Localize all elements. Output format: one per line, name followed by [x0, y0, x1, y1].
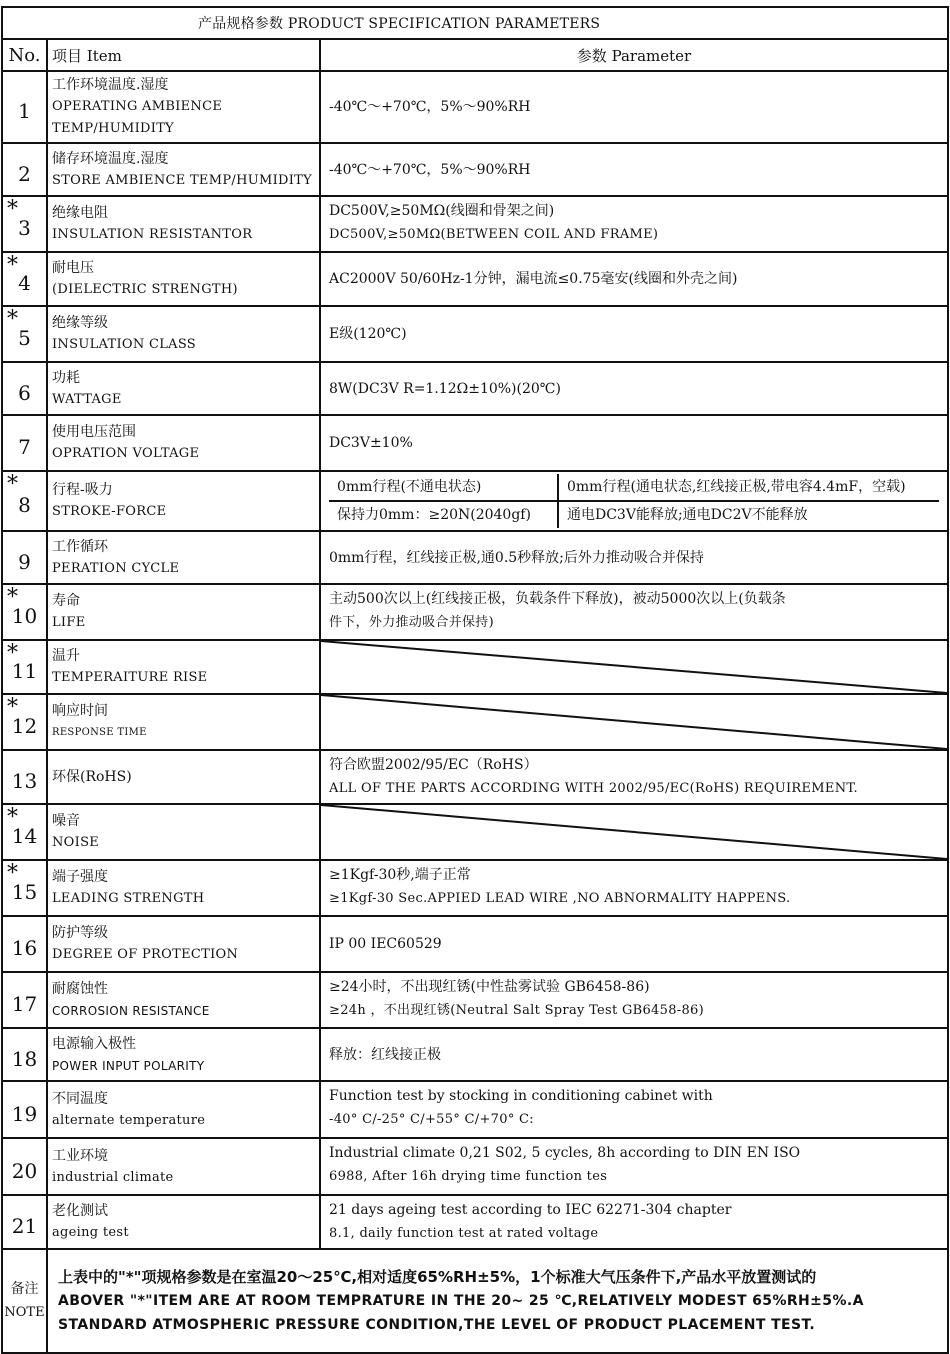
row-number [2, 1081, 47, 1138]
slash-line [321, 641, 947, 693]
item-cn: 电源输入极性 [52, 1035, 136, 1052]
row-number [2, 531, 47, 584]
row-item [47, 531, 320, 584]
note-label [2, 1249, 47, 1353]
row-parameter [320, 471, 948, 531]
param-line-1: IP 00 IEC60529 [329, 936, 442, 952]
row-parameter [320, 860, 948, 916]
slash-line [321, 805, 947, 859]
header-param: 参数 Parameter [320, 39, 948, 71]
row-item [47, 1195, 320, 1249]
row-item [47, 804, 320, 860]
param-line-2: ≥1Kgf-30 Sec.APPIED LEAD WIRE ,NO ABNORMALITY HAPPENS. [329, 891, 791, 906]
split-col-right [559, 474, 939, 528]
row-number-text: 5 [18, 326, 31, 350]
row-number-text: 16 [11, 936, 38, 960]
param-line-1: -40℃～+70℃，5%～90%RH [329, 99, 531, 115]
item-cn: 工作环境温度.湿度 [52, 77, 169, 93]
item-cn: 环保(RoHS) [52, 769, 132, 785]
row-number-text: 7 [18, 435, 31, 459]
stroke-force-split [329, 474, 939, 528]
row-number-text: 2 [18, 161, 31, 186]
table-row [2, 1081, 948, 1138]
param-line-1: DC500V,≥50MΩ(线圈和骨架之间) [329, 203, 555, 219]
row-number [2, 972, 47, 1028]
row-number [2, 471, 47, 531]
row-item [47, 972, 320, 1028]
row-number-text: 13 [11, 769, 38, 793]
row-number [2, 71, 47, 143]
row-parameter [320, 694, 948, 750]
row-star: * [7, 197, 18, 222]
row-number-text: 20 [11, 1158, 38, 1183]
split-cell-a2: 保持力0mm：≥20N(2040gf) [337, 507, 531, 523]
row-number-text: 9 [18, 549, 31, 574]
row-star: * [7, 585, 18, 610]
header-no: No. [2, 39, 47, 71]
note-label-en: NOTE [4, 1305, 45, 1320]
row-parameter [320, 584, 948, 640]
param-line-1: 8W(DC3V R=1.12Ω±10%)(20℃) [329, 380, 561, 397]
note-label-cn: 备注 [10, 1281, 39, 1297]
table-row [2, 1195, 948, 1249]
row-number-text: 6 [18, 380, 31, 405]
row-parameter [320, 972, 948, 1028]
item-cn: 老化测试 [52, 1203, 108, 1219]
row-item [47, 916, 320, 972]
item-en: ageing test [52, 1225, 129, 1240]
table-row [2, 196, 948, 252]
row-item [47, 196, 320, 252]
param-line-2: ≥24h ，不出现红锈(Neutral Salt Spray Test GB6458-86) [329, 1003, 704, 1018]
row-item [47, 694, 320, 750]
item-cn: 行程-吸力 [52, 482, 113, 498]
item-en: OPERATING AMBIENCE TEMP/HUMIDITY [52, 99, 223, 136]
item-cn: 绝缘电阻 [52, 205, 108, 221]
table-row [2, 750, 948, 804]
row-star: * [7, 695, 18, 720]
item-cn: 响应时间 [52, 703, 108, 719]
row-number-text: 10 [11, 604, 38, 628]
row-number [2, 362, 47, 415]
row-parameter [320, 531, 948, 584]
row-parameter [320, 143, 948, 196]
param-line-2: 件下，外力推动吸合并保持) [329, 615, 494, 630]
empty-cell-slash [321, 805, 947, 859]
table-row [2, 860, 948, 916]
item-en: OPRATION VOLTAGE [52, 446, 200, 461]
param-line-1: ≥24小时，不出现红锈(中性盐雾试验 GB6458-86) [329, 979, 650, 995]
row-number-text: 4 [18, 271, 31, 295]
row-star: * [7, 253, 18, 278]
item-cn: 寿命 [52, 593, 80, 609]
row-number-text: 21 [11, 1214, 38, 1238]
table-row [2, 694, 948, 750]
split-col-left [329, 474, 559, 528]
item-en: WATTAGE [52, 391, 122, 407]
row-number-text: 14 [11, 824, 38, 848]
item-cn: 储存环境温度.湿度 [52, 150, 169, 167]
item-cn: 耐电压 [52, 260, 94, 276]
row-item [47, 750, 320, 804]
param-line-1: DC3V±10% [329, 435, 413, 451]
row-parameter [320, 306, 948, 362]
split-cell-a1: 0mm行程(不通电状态) [329, 474, 557, 502]
item-cn: 绝缘等级 [52, 315, 108, 331]
table-row [2, 916, 948, 972]
row-number [2, 1195, 47, 1249]
row-item [47, 306, 320, 362]
row-item [47, 71, 320, 143]
item-cn: 不同温度 [52, 1090, 108, 1107]
table-body [2, 71, 948, 1249]
item-cn: 功耗 [52, 369, 80, 386]
row-item [47, 252, 320, 306]
row-parameter [320, 804, 948, 860]
table-title: 产品规格参数 PRODUCT SPECIFICATION PARAMETERS [2, 7, 948, 39]
row-number [2, 860, 47, 916]
row-item [47, 143, 320, 196]
table-row [2, 804, 948, 860]
row-parameter [320, 916, 948, 972]
row-item [47, 584, 320, 640]
row-number [2, 804, 47, 860]
row-number [2, 694, 47, 750]
table-row [2, 584, 948, 640]
param-line-2: 6988, After 16h drying time function tes [329, 1169, 608, 1184]
row-number [2, 196, 47, 252]
item-cn: 使用电压范围 [52, 424, 136, 440]
slash-line [321, 695, 947, 749]
header-row [2, 39, 948, 71]
table-row [2, 362, 948, 415]
item-cn: 端子强度 [52, 869, 108, 885]
row-star: * [7, 641, 18, 666]
item-en: POWER INPUT POLARITY [52, 1058, 205, 1073]
row-parameter [320, 640, 948, 694]
table-row [2, 1028, 948, 1081]
param-line-1: E级(120℃) [329, 326, 407, 342]
row-number-text: 3 [18, 216, 31, 240]
table-row [2, 415, 948, 471]
note-text [47, 1249, 948, 1353]
item-en: industrial climate [52, 1169, 174, 1185]
item-en: INSULATION CLASS [52, 337, 197, 352]
row-item [47, 1081, 320, 1138]
row-number [2, 1028, 47, 1081]
param-line-1: 释放：红线接正极 [329, 1046, 441, 1063]
table-row [2, 71, 948, 143]
table-row [2, 306, 948, 362]
row-star: * [7, 307, 18, 332]
row-number-text: 1 [18, 99, 31, 123]
note-row [2, 1249, 948, 1353]
row-parameter [320, 362, 948, 415]
row-number [2, 1138, 47, 1195]
param-line-2: ALL OF THE PARTS ACCORDING WITH 2002/95/EC(RoHS) REQUIREMENT. [329, 781, 858, 796]
row-number-text: 12 [11, 714, 38, 738]
row-number [2, 916, 47, 972]
param-line-1: 符合欧盟2002/95/EC（RoHS） [329, 757, 538, 773]
row-parameter [320, 1028, 948, 1081]
item-en: PERATION CYCLE [52, 560, 180, 576]
param-line-2: 8.1, daily function test at rated voltage [329, 1226, 599, 1241]
item-en: STORE AMBIENCE TEMP/HUMIDITY [52, 172, 313, 188]
row-parameter [320, 71, 948, 143]
table-row [2, 531, 948, 584]
row-parameter [320, 252, 948, 306]
row-number-text: 18 [11, 1046, 38, 1071]
param-line-2: -40° C/-25° C/+55° C/+70° C: [329, 1112, 534, 1127]
table-row [2, 471, 948, 531]
row-number [2, 143, 47, 196]
row-number [2, 306, 47, 362]
row-item [47, 1138, 320, 1195]
split-cell-b1: 0mm行程(通电状态,红线接正极,带电容4.4mF，空载) [559, 474, 939, 502]
item-en: RESPONSE TIME [52, 727, 147, 738]
item-cn: 温升 [52, 648, 80, 664]
row-parameter [320, 1195, 948, 1249]
table-row [2, 1138, 948, 1195]
row-item [47, 471, 320, 531]
item-en: LEADING STRENGTH [52, 891, 205, 906]
table-row [2, 640, 948, 694]
note-cn: 上表中的"*"项规格参数是在室温20～25℃,相对适度65%RH±5%，1个标准大气压条件下,产品水平放置测试的 [58, 1268, 817, 1286]
row-star: * [7, 472, 18, 497]
row-parameter [320, 1138, 948, 1195]
param-line-1: -40℃～+70℃，5%～90%RH [329, 161, 531, 178]
row-number-text: 8 [18, 493, 31, 517]
row-item [47, 415, 320, 471]
row-number-text: 17 [11, 992, 38, 1016]
item-en: CORROSION RESISTANCE [52, 1004, 210, 1018]
item-cn: 工业环境 [52, 1147, 108, 1164]
split-cell-b2: 通电DC3V能释放;通电DC2V不能释放 [567, 507, 808, 523]
item-cn: 防护等级 [52, 925, 108, 941]
row-item [47, 860, 320, 916]
item-en: LIFE [52, 615, 86, 630]
row-item [47, 640, 320, 694]
row-number-text: 11 [11, 659, 38, 683]
item-en: INSULATION RESISTANTOR [52, 227, 253, 242]
item-cn: 工作循环 [52, 538, 108, 555]
item-en: alternate temperature [52, 1112, 206, 1128]
row-number [2, 750, 47, 804]
note-en: ABOVER "*"ITEM ARE AT ROOM TEMPRATURE IN THE 20~ 25 ℃,RELATIVELY MODEST 65%RH±5%.A STANDARD ATMOSPHERIC PRESSURE CONDITION,THE LEVEL OF PRODUCT PLACEMENT TEST. [58, 1293, 864, 1333]
row-number-text: 15 [11, 880, 38, 904]
param-line-1: 0mm行程，红线接正极,通0.5秒释放;后外力推动吸合并保持 [329, 549, 704, 566]
item-en: STROKE-FORCE [52, 504, 167, 519]
row-parameter [320, 415, 948, 471]
row-item [47, 1028, 320, 1081]
row-parameter [320, 750, 948, 804]
empty-cell-slash [321, 695, 947, 749]
row-parameter [320, 1081, 948, 1138]
row-star: * [7, 805, 18, 830]
item-en: TEMPERAITURE RISE [52, 670, 208, 685]
table-row [2, 972, 948, 1028]
param-line-1: AC2000V 50/60Hz-1分钟，漏电流≤0.75毫安(线圈和外壳之间) [329, 271, 738, 287]
table-row [2, 143, 948, 196]
row-number [2, 252, 47, 306]
header-item: 项目 Item [47, 39, 320, 71]
item-cn: 噪音 [52, 813, 80, 829]
row-star: * [7, 861, 18, 886]
param-line-1: 21 days ageing test according to IEC 62271-304 chapter [329, 1202, 732, 1218]
row-parameter [320, 196, 948, 252]
row-number [2, 415, 47, 471]
param-line-1: Industrial climate 0,21 S02, 5 cycles, 8h according to DIN EN ISO [329, 1145, 801, 1161]
item-en: DEGREE OF PROTECTION [52, 947, 239, 962]
spec-table [1, 6, 949, 1354]
param-line-1: Function test by stocking in conditioning cabinet with [329, 1088, 713, 1104]
param-line-1: ≥1Kgf-30秒,端子正常 [329, 867, 471, 883]
item-cn: 耐腐蚀性 [52, 981, 108, 997]
param-line-1: 主动500次以上(红线接正极，负载条件下释放)，被动5000次以上(负载条 [329, 591, 786, 607]
row-number [2, 584, 47, 640]
param-line-2: DC500V,≥50MΩ(BETWEEN COIL AND FRAME) [329, 227, 659, 242]
table-row [2, 252, 948, 306]
title-row [2, 7, 948, 39]
item-en: NOISE [52, 835, 100, 850]
item-en: (DIELECTRIC STRENGTH) [52, 282, 238, 297]
row-number [2, 640, 47, 694]
empty-cell-slash [321, 641, 947, 693]
row-number-text: 19 [11, 1101, 38, 1126]
row-item [47, 362, 320, 415]
